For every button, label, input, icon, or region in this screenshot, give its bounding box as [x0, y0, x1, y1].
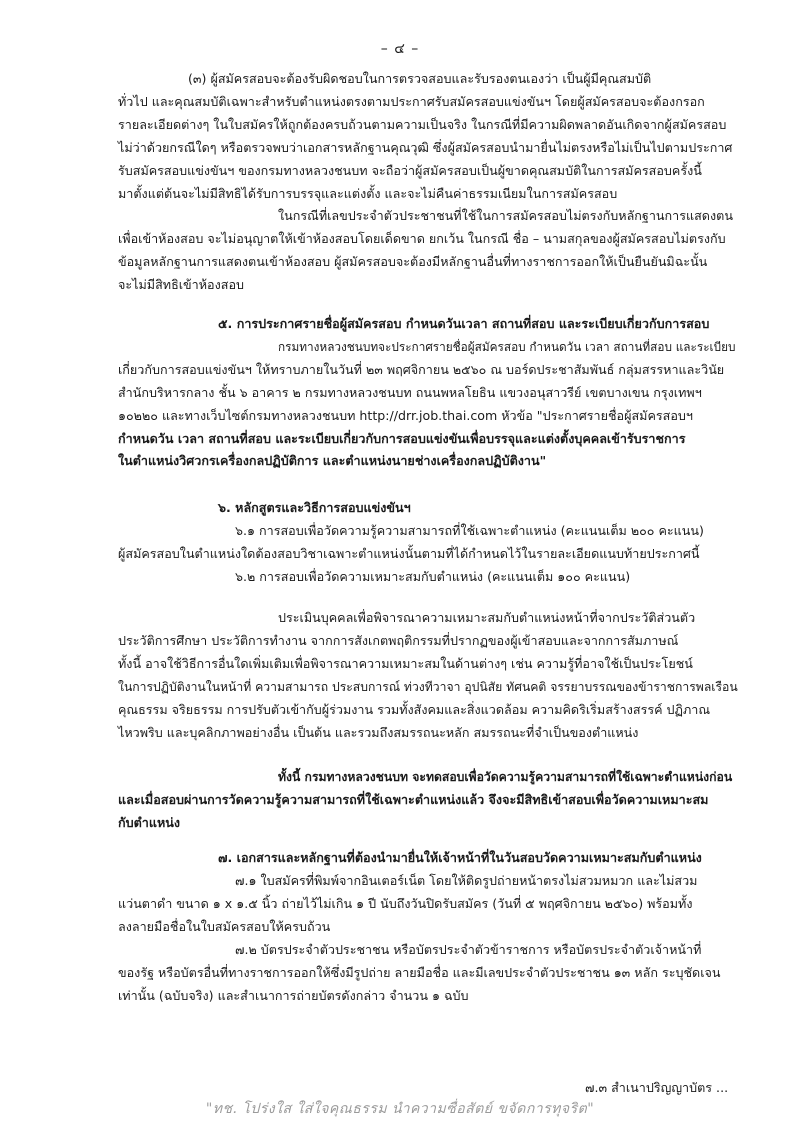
text-line: ประวัติการศึกษา ประวัติการทำงาน จากการสังเกตพฤติกรรมที่ปรากฏของผู้เข้าสอบและจากการสัมภาษณ์ [118, 632, 679, 648]
section-5 [118, 313, 738, 473]
section-7-2 [118, 939, 738, 1008]
text-line: ๖.๒ การสอบเพื่อวัดความเหมาะสมกับตำแหน่ง (คะแนนเต็ม ๑๐๐ คะแนน) [235, 568, 631, 584]
paragraph-section-3 [118, 68, 738, 297]
text-line: (๓) ผู้สมัครสอบจะต้องรับผิดชอบในการตรวจสอบและรับรองตนเองว่า เป็นผู้มีคุณสมบัติ [188, 71, 652, 86]
text-line: มาตั้งแต่ต้นจะไม่มีสิทธิได้รับการบรรจุและแต่งตั้ง และจะไม่คืนค่าธรรมเนียมในการสมัครสอบ [118, 185, 618, 201]
section-heading: ๕. การประกาศรายชื่อผู้สมัครสอบ กำหนดวันเวลา สถานที่สอบ และระเบียบเกี่ยวกับการสอบ [218, 316, 710, 331]
text-line: กรมทางหลวงชนบทจะประกาศรายชื่อผู้สมัครสอบ กำหนดวัน เวลา สถานที่สอบ และระเบียบ [278, 339, 736, 354]
page-number: – ๔ – [380, 41, 420, 57]
text-line: สำนักบริหารกลาง ชั้น ๖ อาคาร ๒ กรมทางหลวงชนบท ถนนพหลโยธิน แขวงอนุสาวรีย์ เขตบางเขน กรุงเทพฯ [118, 384, 702, 400]
text-line: ทั่วไป และคุณสมบัติเฉพาะสำหรับตำแหน่งตรงตามประกาศรับสมัครสอบแข่งขันฯ โดยผู้สมัครสอบจะต้องกรอก [118, 93, 705, 109]
text-line: ทั้งนี้ อาจใช้วิธีการอื่นใดเพิ่มเติมเพื่อพิจารณาความเหมาะสมในด้านต่างๆ เช่น ความรู้ที่อาจใช้เป็นประโยชน์ [118, 655, 693, 671]
text-line: ๖.๑ การสอบเพื่อวัดความรู้ความสามารถที่ใช้เฉพาะตำแหน่ง (คะแนนเต็ม ๒๐๐ คะแนน) [235, 522, 704, 538]
text-line: คุณธรรม จริยธรรม การปรับตัวเข้ากับผู้ร่วมงาน รวมทั้งสังคมและสิ่งแวดล้อม ความคิดริเริ่มสร้างสรรค์ ปฏิภาณ [118, 701, 711, 717]
text-line: ของรัฐ หรือบัตรอื่นที่ทางราชการออกให้ซึ่งมีรูปถ่าย ลายมือชื่อ และมีเลขประจำตัวประชาชน ๑๓ หลัก ระบุชัดเจน [118, 964, 721, 980]
text-line: จะไม่มีสิทธิเข้าห้องสอบ [118, 277, 244, 293]
text-line: เท่านั้น (ฉบับจริง) และสำเนาการถ่ายบัตรดังกล่าว จำนวน ๑ ฉบับ [118, 987, 469, 1003]
text-line: ๗.๒ บัตรประจำตัวประชาชน หรือบัตรประจำตัวข้าราชการ หรือบัตรประจำตัวเจ้าหน้าที่ [235, 942, 702, 957]
section-heading: ๖. หลักสูตรและวิธีการสอบแข่งขันฯ [218, 500, 411, 515]
footer-motto: "ทช. โปร่งใส ใส่ใจคุณธรรม นำความซื่อสัตย์ ขจัดการทุจริต" [205, 1101, 595, 1117]
section-6 [118, 497, 738, 589]
text-line: ในกรณีที่เลขประจำตัวประชาชนที่ใช้ในการสมัครสอบไม่ตรงกับหลักฐานการแสดงตน [278, 208, 733, 224]
text-line: กับตำแหน่ง [118, 814, 181, 830]
text-line: เกี่ยวกับการสอบแข่งขันฯ ให้ทราบภายในวันที่ ๒๓ พฤศจิกายน ๒๕๖๐ ณ บอร์ดประชาสัมพันธ์ กลุ่มสรรหาและวินัย [118, 361, 725, 377]
text-line: กำหนดวัน เวลา สถานที่สอบ และระเบียบเกี่ยวกับการสอบแข่งขันเพื่อบรรจุและแต่งตั้งบุคคลเข้ารับราชการ [118, 430, 686, 446]
text-line: แว่นตาดำ ขนาด ๑ x ๑.๕ นิ้ว ถ่ายไว้ไม่เกิน ๑ ปี นับถึงวันปิดรับสมัคร (วันที่ ๕ พฤศจิกายน ๒๕๖๐) พร้อมทั้ง [118, 895, 693, 911]
text-line: ๗.๑ ใบสมัครที่พิมพ์จากอินเตอร์เน็ต โดยให้ติดรูปถ่ายหน้าตรงไม่สวมหมวก และไม่สวม [235, 872, 698, 888]
text-line: เพื่อเข้าห้องสอบ จะไม่อนุญาตให้เข้าห้องสอบโดยเด็ดขาด ยกเว้น ในกรณี ชื่อ – นามสกุลของผู้สมัครสอบไม่ตรงกับ [118, 231, 726, 247]
text-line: ผู้สมัครสอบในตำแหน่งใดต้องสอบวิชาเฉพาะตำแหน่งนั้นตามที่ได้กำหนดไว้ในรายละเอียดแนบท้ายประกาศนี้ [118, 545, 700, 561]
text-line: ลงลายมือชื่อในใบสมัครสอบให้ครบถ้วน [118, 918, 331, 934]
emphasis-paragraph [118, 766, 738, 835]
continuation-marker: ๗.๓ สำเนาปริญญาบัตร ... [585, 1080, 729, 1095]
text-line: รายละเอียดต่างๆ ในใบสมัครให้ถูกต้องครบถ้วนตามความเป็นจริง ในกรณีที่มีความผิดพลาดอันเกิดจากผู้สมัครสอบ [118, 116, 727, 132]
text-line: ในการปฏิบัติงานในหน้าที่ ความสามารถ ประสบการณ์ ท่วงทีวาจา อุปนิสัย ทัศนคติ จรรยาบรรณของข้าราชการพลเรือน [118, 679, 738, 694]
text-line: และเมื่อสอบผ่านการวัดความรู้ความสามารถที่ใช้เฉพาะตำแหน่งแล้ว จึงจะมีสิทธิเข้าสอบเพื่อวัดความเหมาะสม [118, 791, 709, 807]
text-line: ไหวพริบ และบุคลิกภาพอย่างอื่น เป็นต้น และรวมถึงสมรรถนะหลัก สมรรถนะที่จำเป็นของตำแหน่ง [118, 724, 639, 740]
text-line: ประเมินบุคคลเพื่อพิจารณาความเหมาะสมกับตำแหน่งหน้าที่จากประวัติส่วนตัว [278, 610, 696, 625]
text-line: ข้อมูลหลักฐานการแสดงตนเข้าห้องสอบ ผู้สมัครสอบจะต้องมีหลักฐานอื่นที่ทางราชการออกให้เป็นยืนยันมิฉะนั้น [118, 254, 708, 270]
text-line: ๑๐๒๒๐ และทางเว็บไซต์กรมทางหลวงชนบท http://drr.job.thai.com หัวข้อ "ประกาศรายชื่อผู้สมัครสอบฯ [118, 407, 693, 423]
section-6-2-detail [118, 607, 738, 744]
text-line: รับสมัครสอบแข่งขันฯ ของกรมทางหลวงชนบท จะถือว่าผู้สมัครสอบเป็นผู้ขาดคุณสมบัติในการสมัครสอบครั้งนี้ [118, 162, 702, 178]
text-line: ไม่ว่าด้วยกรณีใดๆ หรือตรวจพบว่าเอกสารหลักฐานคุณวุฒิ ซึ่งผู้สมัครสอบนำมายื่นไม่ตรงหรือไม่เป็นไปตามประกาศ [118, 139, 733, 155]
section-7 [118, 847, 738, 939]
section-heading: ๗. เอกสารและหลักฐานที่ต้องนำมายื่นให้เจ้าหน้าที่ในวันสอบวัดความเหมาะสมกับตำแหน่ง [218, 850, 702, 865]
text-line: ในตำแหน่งวิศวกรเครื่องกลปฏิบัติการ และตำแหน่งนายช่างเครื่องกลปฏิบัติงาน" [118, 453, 547, 469]
text-line: ทั้งนี้ กรมทางหลวงชนบท จะทดสอบเพื่อวัดความรู้ความสามารถที่ใช้เฉพาะตำแหน่งก่อน [278, 770, 733, 784]
